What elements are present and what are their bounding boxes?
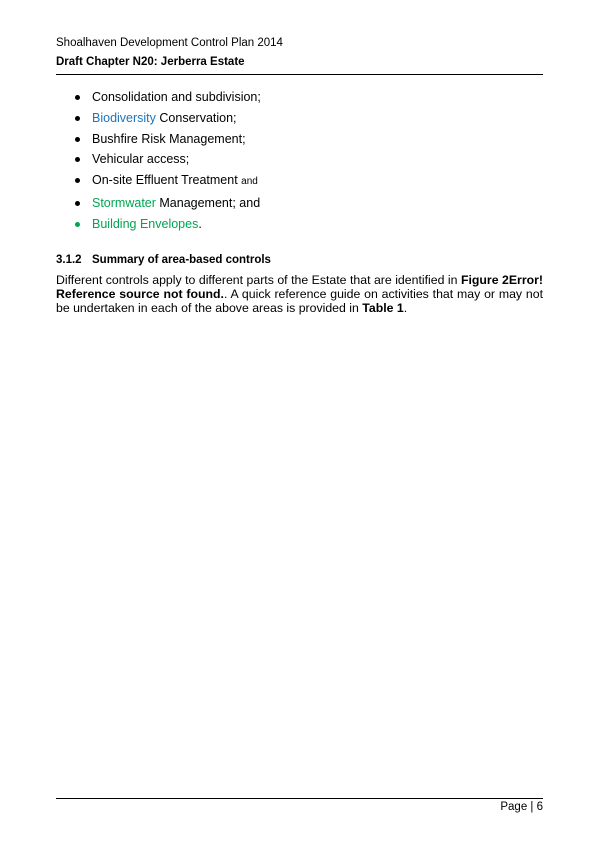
list-item-text: Vehicular access; [92,152,190,167]
list-item [56,89,543,105]
biodiversity-link[interactable]: Biodiversity [92,110,156,125]
document-title: Shoalhaven Development Control Plan 2014 [56,37,283,49]
section-number: 3.1.2 [56,254,82,266]
paragraph-text: . [403,301,408,315]
bullet-icon [75,116,80,121]
paragraph-text: . A quick reference guide on activities that may or may not be undertaken in each of the above areas is provided in [56,287,544,315]
list-item-text: On-site Effluent Treatment [92,173,242,188]
list-item [56,151,543,167]
list-item [56,172,543,190]
page-number: Page | 6 [500,801,543,813]
body-paragraph [56,273,543,315]
figure-reference[interactable]: Figure 2Error! Reference source not found. [56,273,544,301]
table-reference[interactable]: Table 1 [362,301,404,315]
bullet-icon [75,178,80,183]
header-divider [56,74,543,75]
list-item [56,195,543,211]
chapter-title: Draft Chapter N20: Jerberra Estate [56,56,245,68]
bullet-icon [75,137,80,142]
list-item-text: Consolidation and subdivision; [92,90,261,104]
stormwater-link[interactable]: Stormwater [92,195,156,210]
bullet-icon [75,157,80,162]
section-title: Summary of area-based controls [92,254,271,266]
bullet-icon [75,222,80,227]
list-item-text: . [198,216,202,231]
list-item-text: Bushfire Risk Management; [92,131,246,146]
page-header [56,36,543,69]
paragraph-text: Different controls apply to different parts of the Estate that are identified in [56,273,461,287]
building-envelopes-link[interactable]: Building Envelopes [92,216,199,231]
list-item-text: Conservation; [155,110,237,125]
list-item-text: Management; and [155,195,261,210]
section-heading [56,253,271,267]
topic-bullet-list [56,89,543,237]
list-item [56,131,543,147]
list-item [56,110,543,126]
list-item-suffix: and [241,176,258,188]
list-item [56,216,543,232]
footer-divider [56,798,543,799]
bullet-icon [75,201,80,206]
bullet-icon [75,95,80,100]
